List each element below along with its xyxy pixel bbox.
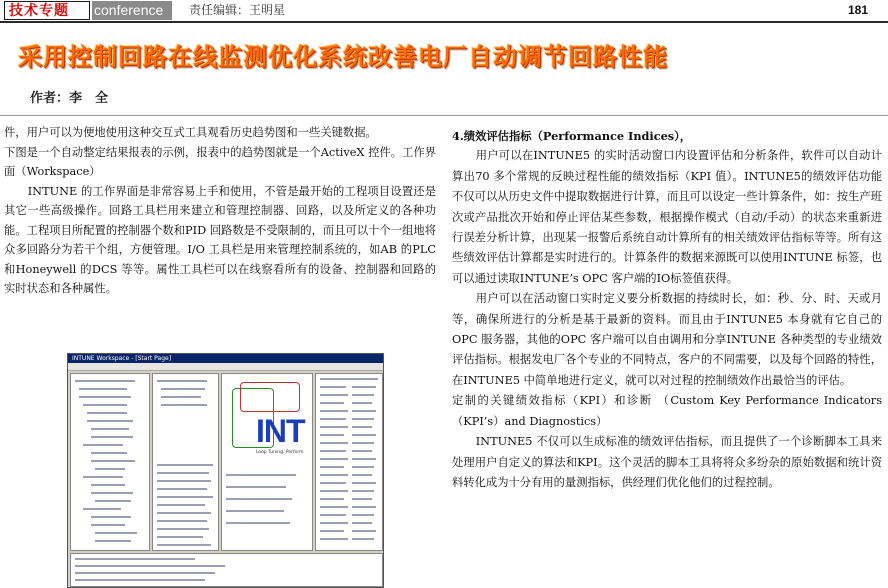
screenshot-titlebar — [68, 354, 383, 363]
article-title: 采用控制回路在线监测优化系统改善电厂自动调节回路性能 — [18, 43, 668, 71]
left-paragraph-3: INTUNE 的工作界面是非常容易上手和使用，不管是最开始的工程项目设置还是其它一些高级操作。回路工具栏用来建立和管理控制器、回路，以及所定义的各种功能。工程项目所配置的控制器个数和PID 回路数是不受限制的，而且可以十个一组地将众多回路分为若干个组，方便管理。I/O 工具栏是用来管理控制系统的，如AB 的PLC和Honeywell 的DCS 等等。属性工具栏可以在线察看所有的设备、控制器和回路的实时状态和各种属性。 — [4, 184, 436, 295]
screenshot-io-toolbar-pane — [152, 373, 219, 551]
page-header — [0, 0, 888, 22]
right-column — [452, 126, 882, 493]
left-paragraph-1: 件，用户可以为便地使用这种交互式工具观看历史趋势图和一些关键数据。 — [4, 126, 377, 139]
right-paragraph-1: 用户可以在INTUNE5 的实时活动窗口内设置评估和分析条件，软件可以自动计算出70 多个常规的反映过程性能的绩效指标（KPI 值）。INTUNE5的绩效评估功能不仅可以从历史文件中提取数据进行计算，而且可以设定一些计算条件，如：按生产班次或产品批次开始和停止评估某些参数，根据操作模式（自动/手动）的状态来重新进行误差分析计算，出现某一报警后系统自动计算所有的相关绩效评估指标等等。所有这些绩效评估计算都是实时进行的。计算条件的数据来源既可以使用INTUNE 标签，也可以通过读取INTUNE’s OPC 客户端的IO标签值获得。 — [452, 149, 882, 285]
section-heading-performance-indices: 4.绩效评估指标（Performance Indices）， — [452, 129, 692, 143]
screenshot-window-title: INTUNE Workspace - [Start Page] — [72, 355, 172, 362]
screenshot-properties-pane — [315, 373, 383, 551]
page-number: 181 — [847, 3, 868, 17]
responsible-editor: 责任编辑：王明星 — [189, 3, 286, 17]
article-author: 作者：李 全 — [30, 91, 109, 106]
screenshot-flow-diagram-red — [240, 382, 300, 412]
conference-tag-box — [92, 1, 172, 20]
right-paragraph-4: INTUNE5 不仅可以生成标准的绩效评估指标，而且提供了一个诊断脚本工具来处理用户自定义的算法和KPI。这个灵活的脚本工具将将众多纷杂的原始数据和统计资料转化成为十分有用的量测指标，供经理们优化他们的过程控制。 — [452, 435, 882, 489]
conference-tag: conference — [94, 2, 164, 18]
header-rule — [0, 21, 888, 23]
screenshot-event-log-pane — [70, 553, 383, 587]
left-paragraph-2: 下图是一个自动整定结果报表的示例，报表中的趋势图就是一个ActiveX 控件。工作界面（Workspace） — [4, 145, 436, 178]
screenshot-loop-tree-pane — [70, 373, 150, 551]
left-column — [4, 123, 436, 299]
screenshot-intune-logo: INT — [256, 413, 305, 449]
right-paragraph-2: 用户可以在活动窗口实时定义要分析数据的持续时长，如：秒、分、时、天或月等，确保所进行的分析是基于最新的资料。而且由于INTUNE5 本身就有它自己的OPC 服务器，其他的OPC 客户端可以自由调用和分享INTUNE 各种类型的专业绩效评估指标。根据发电厂各个专业的不同特点，客户的不同需要，以及每个回路的特性，在INTUNE5 中简单地进行定义，就可以对过程的控制绩效作出最恰当的评估。 — [452, 292, 882, 387]
title-rule — [0, 115, 888, 116]
section-tag: 技术专题 — [9, 3, 69, 19]
right-paragraph-3: 定制的关键绩效指标（KPI）和诊断 （Custom Key Performance Indicators（KPI’s）and Diagnostics） — [452, 394, 882, 428]
section-tag-box — [4, 1, 90, 20]
screenshot-start-page-pane — [221, 373, 313, 551]
intune-workspace-screenshot — [67, 353, 384, 588]
screenshot-logo-caption: Loop Tuning, Perform — [256, 450, 304, 455]
screenshot-menubar — [68, 363, 383, 371]
